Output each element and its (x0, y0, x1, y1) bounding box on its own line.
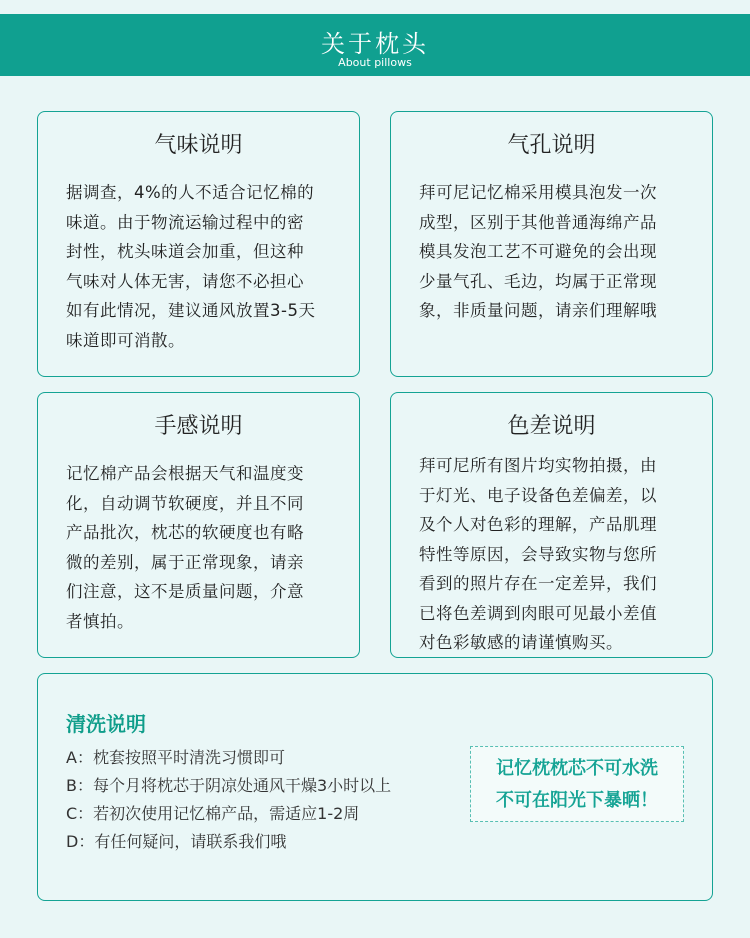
odor-card (37, 111, 360, 377)
pores-line: 拜可尼记忆棉采用模具泡发一次 (419, 183, 657, 202)
pores-line: 模具发泡工艺不可避免的会出现 (419, 242, 657, 261)
color-line: 特性等原因，会导致实物与您所 (419, 544, 657, 564)
warning-box (470, 746, 684, 822)
color-line: 看到的照片存在一定差异，我们 (419, 574, 657, 593)
warning-line: 不可在阳光下暴晒！ (496, 790, 658, 811)
wash-list (66, 744, 391, 856)
odor-line: 味道。由于物流运输过程中的密 (66, 212, 304, 232)
odor-line: 气味对人体无害，请您不必担心 (66, 271, 304, 291)
page-header (0, 14, 750, 76)
wash-item: D：有任何疑问，请联系我们哦 (66, 832, 287, 851)
odor-card-text (66, 178, 339, 355)
color-line: 及个人对色彩的理解，产品肌理 (419, 515, 657, 534)
feel-card-text (66, 459, 339, 636)
pores-line: 成型，区别于其他普通海绵产品 (419, 212, 657, 232)
odor-line: 如有此情况，建议通风放置3-5天 (66, 301, 316, 320)
feel-line: 记忆棉产品会根据天气和温度变 (66, 464, 304, 483)
odor-line: 味道即可消散。 (66, 330, 185, 350)
pores-card-title: 气孔说明 (507, 133, 596, 158)
pores-line: 象，非质量问题，请亲们理解哦 (419, 301, 657, 320)
color-line: 拜可尼所有图片均实物拍摄，由 (419, 456, 657, 475)
feel-card (37, 392, 360, 658)
feel-line: 微的差别，属于正常现象，请亲 (66, 552, 304, 572)
pores-line: 少量气孔、毛边，均属于正常现 (419, 271, 657, 291)
color-card-text (419, 451, 692, 658)
wash-item: A：枕套按照平时清洗习惯即可 (66, 748, 285, 767)
page-title: 关于枕头 (321, 30, 429, 58)
odor-line: 封性，枕头味道会加重，但这种 (66, 242, 304, 261)
page-subtitle: About pillows (338, 56, 412, 69)
feel-card-title: 手感说明 (154, 414, 243, 439)
wash-item: B：每个月将枕芯于阴凉处通风干燥3小时以上 (66, 776, 392, 795)
pores-card-text (419, 178, 692, 326)
feel-line: 们注意，这不是质量问题，介意 (66, 582, 304, 601)
odor-card-title: 气味说明 (154, 133, 243, 158)
color-line: 对色彩敏感的请谨慎购买。 (419, 633, 623, 652)
wash-item: C：若初次使用记忆棉产品，需适应1-2周 (66, 804, 360, 823)
odor-line: 据调查，4%的人不适合记忆棉的 (66, 183, 315, 202)
warning-line: 记忆枕枕芯不可水洗 (496, 758, 658, 779)
wash-card (37, 673, 713, 901)
feel-line: 化，自动调节软硬度，并且不同 (66, 493, 304, 513)
feel-line: 者慎拍。 (66, 611, 134, 631)
pores-card (390, 111, 713, 377)
color-card (390, 392, 713, 658)
color-line: 已将色差调到肉眼可见最小差值 (419, 603, 657, 623)
feel-line: 产品批次，枕芯的软硬度也有略 (66, 523, 304, 542)
color-line: 于灯光、电子设备色差偏差，以 (419, 485, 657, 505)
color-card-title: 色差说明 (507, 414, 596, 439)
wash-title: 清洗说明 (66, 712, 146, 736)
